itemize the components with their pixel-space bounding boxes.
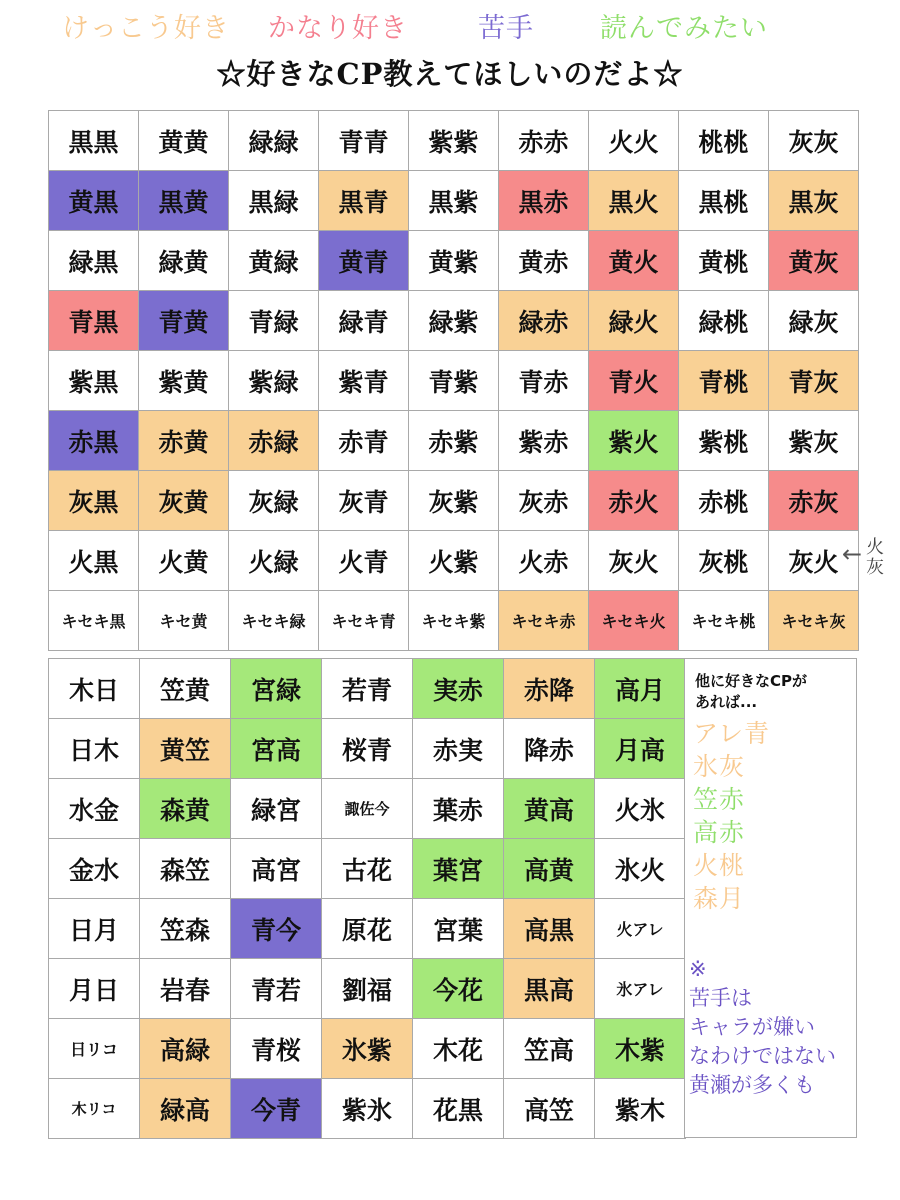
pairing-cell: 赤青 <box>319 411 409 471</box>
legend-dislike: 苦手 <box>478 13 534 44</box>
pairing-cell: キセキ緑 <box>229 591 319 651</box>
pairing-cell: キセ黄 <box>139 591 229 651</box>
pairing-cell: 火青 <box>319 531 409 591</box>
pairing-cell: 笠黄 <box>140 659 231 719</box>
pairing-cell: 日木 <box>49 719 140 779</box>
pairing-cell: 花黒 <box>413 1079 504 1139</box>
pairing-cell: 黒青 <box>319 171 409 231</box>
pairing-cell: 高笠 <box>504 1079 595 1139</box>
pairing-cell: 灰赤 <box>499 471 589 531</box>
pairing-cell: 森黄 <box>140 779 231 839</box>
pairing-cell: キセキ青 <box>319 591 409 651</box>
grid-row <box>49 1079 686 1139</box>
pairing-cell: 氷紫 <box>322 1019 413 1079</box>
grid-row <box>49 291 859 351</box>
pairing-cell: 火氷 <box>595 779 686 839</box>
pairing-cell: 火紫 <box>409 531 499 591</box>
pairing-cell: 高緑 <box>140 1019 231 1079</box>
pairing-cell: 高黒 <box>504 899 595 959</box>
legend-fairly-like: けっこう好き <box>62 13 230 44</box>
pairing-cell: 緑緑 <box>229 111 319 171</box>
pairing-cell: キセキ桃 <box>679 591 769 651</box>
pairing-cell: 黒黄 <box>139 171 229 231</box>
grid-row <box>49 231 859 291</box>
pairing-cell: 灰桃 <box>679 531 769 591</box>
grid-row <box>49 779 686 839</box>
pairing-cell: 黄黒 <box>49 171 139 231</box>
pairing-cell: 若青 <box>322 659 413 719</box>
pairing-cell: 緑火 <box>589 291 679 351</box>
legend-really-like: かなり好き <box>268 13 408 44</box>
note-line: ※ <box>689 957 707 981</box>
pairing-cell: 青若 <box>231 959 322 1019</box>
note-line: キャラが嫌い <box>689 1015 815 1039</box>
page-title: ☆好きなCP教えてほしいのだよ☆ <box>216 57 684 91</box>
pairing-grid-other <box>48 658 686 1139</box>
pairing-cell: 赤黄 <box>139 411 229 471</box>
legend-want-to-read: 読んでみたい <box>600 13 768 44</box>
pairing-cell: 水金 <box>49 779 140 839</box>
grid-row <box>49 839 686 899</box>
pairing-cell: 諏佐今 <box>322 779 413 839</box>
pairing-cell: 赤紫 <box>409 411 499 471</box>
pairing-cell: 黄火 <box>589 231 679 291</box>
color-legend <box>0 6 900 50</box>
pairing-cell: 黄灰 <box>769 231 859 291</box>
pairing-cell: 黄黄 <box>139 111 229 171</box>
pairing-cell: 岩春 <box>140 959 231 1019</box>
pairing-cell: キセキ赤 <box>499 591 589 651</box>
pairing-cell: 青緑 <box>229 291 319 351</box>
other-pairings-question <box>695 671 807 713</box>
pairing-cell: 宮葉 <box>413 899 504 959</box>
pairing-cell: 黄笠 <box>140 719 231 779</box>
pairing-cell: 黄青 <box>319 231 409 291</box>
pairing-cell: 灰紫 <box>409 471 499 531</box>
grid-row <box>49 171 859 231</box>
pairing-cell: 降赤 <box>504 719 595 779</box>
pairing-cell: 緑宮 <box>231 779 322 839</box>
pairing-cell: 金水 <box>49 839 140 899</box>
grid-row <box>49 899 686 959</box>
pairing-cell: 緑青 <box>319 291 409 351</box>
pairing-cell: 赤黒 <box>49 411 139 471</box>
question-line: 他に好きなCPが <box>695 672 808 690</box>
grid-row <box>49 111 859 171</box>
grid-row <box>49 959 686 1019</box>
pairing-cell: 森笠 <box>140 839 231 899</box>
pairing-cell: 紫火 <box>589 411 679 471</box>
pairing-cell: 宮高 <box>231 719 322 779</box>
pairing-cell: 火緑 <box>229 531 319 591</box>
pairing-cell: 日月 <box>49 899 140 959</box>
note-line: 黄瀬が多くも <box>689 1073 815 1097</box>
pairing-cell: 火アレ <box>595 899 686 959</box>
pairing-cell: 青灰 <box>769 351 859 411</box>
dislike-note <box>689 955 859 1100</box>
pairing-cell: 桃桃 <box>679 111 769 171</box>
other-pairing-entry: 火桃 <box>693 851 746 880</box>
other-pairing-entry: 高赤 <box>693 818 746 847</box>
pairing-cell: 紫桃 <box>679 411 769 471</box>
pairing-cell: 黒高 <box>504 959 595 1019</box>
arrow-annotation: 火灰 <box>866 537 884 578</box>
pairing-cell: 赤灰 <box>769 471 859 531</box>
other-pairing-entry: 笠赤 <box>693 785 746 814</box>
pairing-cell: 笠森 <box>140 899 231 959</box>
pairing-cell: 木日 <box>49 659 140 719</box>
pairing-cell: 青火 <box>589 351 679 411</box>
pairing-cell: 高宮 <box>231 839 322 899</box>
pairing-cell: 高月 <box>595 659 686 719</box>
pairing-cell: 黒緑 <box>229 171 319 231</box>
other-pairings-list <box>693 717 770 915</box>
other-pairing-entry: 氷灰 <box>693 752 746 781</box>
note-line: 苦手は <box>689 986 752 1010</box>
pairing-cell: 赤降 <box>504 659 595 719</box>
arrow-icon: ← <box>842 540 863 568</box>
pairing-cell: 灰火 <box>769 531 859 591</box>
pairing-cell: 月日 <box>49 959 140 1019</box>
other-pairings-box <box>684 658 857 1138</box>
pairing-cell: 火黄 <box>139 531 229 591</box>
grid-row <box>49 411 859 471</box>
question-line: あれば... <box>695 693 758 711</box>
pairing-cell: 実赤 <box>413 659 504 719</box>
pairing-cell: 火火 <box>589 111 679 171</box>
pairing-cell: 青黒 <box>49 291 139 351</box>
pairing-cell: 紫黄 <box>139 351 229 411</box>
grid-row <box>49 1019 686 1079</box>
pairing-cell: 灰青 <box>319 471 409 531</box>
note-line: なわけではない <box>689 1044 836 1068</box>
pairing-cell: 緑桃 <box>679 291 769 351</box>
pairing-cell: 灰黒 <box>49 471 139 531</box>
grid-row <box>49 471 859 531</box>
pairing-cell: 緑黄 <box>139 231 229 291</box>
pairing-cell: 灰火 <box>589 531 679 591</box>
pairing-cell: 黒灰 <box>769 171 859 231</box>
pairing-cell: 青桜 <box>231 1019 322 1079</box>
pairing-cell: 高黄 <box>504 839 595 899</box>
pairing-cell: 赤赤 <box>499 111 589 171</box>
pairing-cell: 葉赤 <box>413 779 504 839</box>
pairing-cell: 赤実 <box>413 719 504 779</box>
pairing-cell: 赤桃 <box>679 471 769 531</box>
other-pairing-entry: 森月 <box>693 884 746 913</box>
pairing-cell: 宮緑 <box>231 659 322 719</box>
pairing-cell: 氷火 <box>595 839 686 899</box>
pairing-cell: 黒桃 <box>679 171 769 231</box>
grid-row <box>49 719 686 779</box>
pairing-cell: 黒赤 <box>499 171 589 231</box>
grid-row <box>49 591 859 651</box>
pairing-cell: 紫青 <box>319 351 409 411</box>
pairing-cell: 桜青 <box>322 719 413 779</box>
pairing-cell: 紫緑 <box>229 351 319 411</box>
pairing-cell: 青紫 <box>409 351 499 411</box>
pairing-cell: 紫黒 <box>49 351 139 411</box>
pairing-cell: 火赤 <box>499 531 589 591</box>
pairing-cell: 青今 <box>231 899 322 959</box>
pairing-cell: 青赤 <box>499 351 589 411</box>
pairing-cell: キセキ黒 <box>49 591 139 651</box>
pairing-cell: 青桃 <box>679 351 769 411</box>
pairing-cell: 黄桃 <box>679 231 769 291</box>
pairing-grid-main <box>48 110 859 651</box>
pairing-cell: 原花 <box>322 899 413 959</box>
pairing-cell: 黄高 <box>504 779 595 839</box>
pairing-cell: 紫氷 <box>322 1079 413 1139</box>
pairing-cell: 劉福 <box>322 959 413 1019</box>
pairing-cell: キセキ紫 <box>409 591 499 651</box>
pairing-cell: 赤火 <box>589 471 679 531</box>
pairing-cell: 青青 <box>319 111 409 171</box>
pairing-cell: 赤緑 <box>229 411 319 471</box>
pairing-cell: 緑灰 <box>769 291 859 351</box>
pairing-cell: 今花 <box>413 959 504 1019</box>
pairing-cell: キセキ灰 <box>769 591 859 651</box>
pairing-cell: 黒黒 <box>49 111 139 171</box>
pairing-cell: 黒火 <box>589 171 679 231</box>
pairing-cell: 灰緑 <box>229 471 319 531</box>
pairing-cell: 緑黒 <box>49 231 139 291</box>
pairing-cell: 古花 <box>322 839 413 899</box>
pairing-cell: 紫灰 <box>769 411 859 471</box>
pairing-cell: 火黒 <box>49 531 139 591</box>
pairing-cell: 紫紫 <box>409 111 499 171</box>
pairing-cell: 笠高 <box>504 1019 595 1079</box>
pairing-cell: 緑赤 <box>499 291 589 351</box>
pairing-cell: 葉宮 <box>413 839 504 899</box>
pairing-cell: 月高 <box>595 719 686 779</box>
grid-row <box>49 351 859 411</box>
pairing-cell: 黄赤 <box>499 231 589 291</box>
pairing-cell: 氷アレ <box>595 959 686 1019</box>
pairing-cell: 木紫 <box>595 1019 686 1079</box>
grid-row <box>49 531 859 591</box>
pairing-cell: 日リコ <box>49 1019 140 1079</box>
other-pairing-entry: アレ青 <box>693 719 771 748</box>
pairing-cell: 木リコ <box>49 1079 140 1139</box>
pairing-cell: 青黄 <box>139 291 229 351</box>
pairing-cell: 今青 <box>231 1079 322 1139</box>
pairing-cell: 黄緑 <box>229 231 319 291</box>
pairing-cell: 緑紫 <box>409 291 499 351</box>
pairing-cell: キセキ火 <box>589 591 679 651</box>
pairing-cell: 紫木 <box>595 1079 686 1139</box>
pairing-cell: 黒紫 <box>409 171 499 231</box>
pairing-cell: 木花 <box>413 1019 504 1079</box>
grid-row <box>49 659 686 719</box>
pairing-cell: 緑高 <box>140 1079 231 1139</box>
pairing-cell: 灰灰 <box>769 111 859 171</box>
pairing-cell: 灰黄 <box>139 471 229 531</box>
pairing-cell: 黄紫 <box>409 231 499 291</box>
pairing-cell: 紫赤 <box>499 411 589 471</box>
